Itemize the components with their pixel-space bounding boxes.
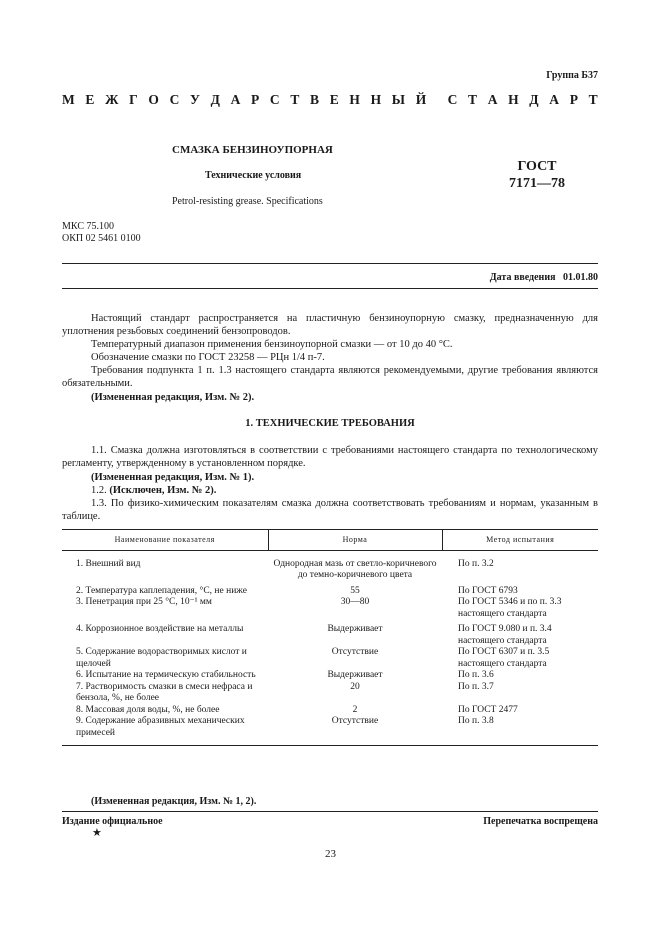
document-title: СМАЗКА БЕНЗИНОУПОРНАЯ <box>172 144 333 156</box>
classification-codes <box>62 221 141 245</box>
cell-norm: Однородная мазь от светло-коричневого до темно-коричневого цвета <box>273 558 437 580</box>
heading-letter: А <box>487 92 498 107</box>
cell-norm: Отсутствие <box>331 647 379 657</box>
cell-name: 7. Растворимость смазки в смеси нефраса и бензола, %, не более <box>76 681 253 703</box>
cell-method: По ГОСТ 6793 <box>458 585 518 596</box>
cell-name: 9. Содержание абразивных механических примесей <box>62 716 268 746</box>
requirements-table <box>62 529 598 746</box>
cell-norm: Выдерживает <box>327 670 383 680</box>
introduction-date <box>490 272 598 283</box>
table-row <box>62 716 598 746</box>
cell-name: 1. Внешний вид <box>76 558 141 569</box>
table-row <box>62 705 598 717</box>
cell-name: 4. Коррозионное воздействие на металлы <box>76 624 244 634</box>
heading-letter: Р <box>251 92 260 107</box>
heading-letter: Н <box>508 92 519 107</box>
date-divider <box>62 288 598 289</box>
cell-method: По ГОСТ 6307 и п. 3.5 настоящего стандарта <box>458 647 550 669</box>
cell-method: По п. 3.7 <box>458 681 494 692</box>
gost-label: ГОСТ <box>517 159 557 174</box>
heading-letter: Д <box>210 92 220 107</box>
header-method: Метод испытания <box>442 530 598 551</box>
intro-paragraph-2: Температурный диапазон применения бензиноупорной смазки — от 10 до 40 °С. <box>91 339 453 350</box>
intro-paragraph-1: Настоящий стандарт распространяется на пластичную бензиноупорную смазку, предназначенную для уплотнения резьбовых соединений бензопроводов. <box>62 313 598 337</box>
heading-letter: Т <box>290 92 300 107</box>
table-row <box>62 647 598 670</box>
table-header-row <box>62 530 598 551</box>
cell-method: По п. 3.8 <box>442 716 598 746</box>
clause-1-1: 1.1. Смазка должна изготовляться в соответствии с требованиями настоящего стандарта по технологическому регламенту, утвержденному в установленном порядке. <box>62 445 598 469</box>
heading-letter: О <box>148 92 159 107</box>
heading-letter: Н <box>370 92 382 107</box>
cell-name: 8. Массовая доля воды, %, не более <box>76 704 220 715</box>
cell-norm: Выдерживает <box>327 624 383 634</box>
table-row <box>62 682 598 705</box>
table-row <box>62 670 598 682</box>
table-row <box>62 620 598 647</box>
footer-divider <box>62 811 598 812</box>
cell-norm: 30—80 <box>340 597 370 607</box>
document-subtitle: Технические условия <box>205 170 302 181</box>
clause-1-1-amendment: (Измененная редакция, Изм. № 1). <box>91 472 255 483</box>
cell-norm: 55 <box>350 585 360 596</box>
table-row <box>62 597 598 620</box>
mks-code: МКС 75.100 <box>62 221 114 232</box>
heading-letter: С <box>447 92 458 107</box>
table-row <box>62 550 598 582</box>
cell-name: 2. Температура каплепадения, °С, не ниже <box>76 585 247 596</box>
star-icon: ★ <box>92 827 102 839</box>
page-number: 23 <box>325 848 336 860</box>
heading-letter: Ж <box>105 92 119 107</box>
intro-paragraph-4: Требования подпункта 1 п. 1.3 настоящего стандарта являются рекомендуемыми, другие требования являются обязательными. <box>62 365 598 389</box>
table-row <box>62 582 598 598</box>
heading-letter: Т <box>468 92 478 107</box>
heading-letter: Р <box>569 92 578 107</box>
heading-letter: А <box>230 92 241 107</box>
header-indicator: Наименование показателя <box>62 530 268 551</box>
group-code: Группа Б37 <box>546 70 598 81</box>
heading-letter: Н <box>349 92 360 107</box>
section-heading: 1. ТЕХНИЧЕСКИЕ ТРЕБОВАНИЯ <box>245 418 415 429</box>
cell-norm: Отсутствие <box>268 716 442 746</box>
cell-method: По ГОСТ 5346 и по п. 3.3 настоящего стандарта <box>458 597 562 619</box>
heading-letter: У <box>190 92 200 107</box>
cell-method: По п. 3.2 <box>458 558 494 569</box>
gost-id: 7171—78 <box>509 176 565 191</box>
heading-letter: Й <box>415 92 427 107</box>
heading-letter: А <box>549 92 560 107</box>
header-norm: Норма <box>268 530 442 551</box>
heading-letter: В <box>310 92 320 107</box>
table-amendment: (Измененная редакция, Изм. № 1, 2). <box>91 796 257 807</box>
cell-method: По п. 3.6 <box>458 670 494 680</box>
okp-code: ОКП 02 5461 0100 <box>62 233 141 244</box>
cell-method: По ГОСТ 9.080 и п. 3.4 настоящего стандарта <box>458 624 552 646</box>
heading-letter: Ы <box>391 92 406 107</box>
heading-letter: Т <box>588 92 598 107</box>
cell-name: 6. Испытание на термическую стабильность <box>76 670 256 680</box>
intro-amendment: (Измененная редакция, Изм. № 2). <box>91 392 255 403</box>
clause-1-2 <box>62 484 598 497</box>
heading-letter: Е <box>329 92 339 107</box>
top-divider <box>62 263 598 264</box>
heading-letter: Г <box>129 92 138 107</box>
cell-name: 5. Содержание водорастворимых кислот и щелочей <box>76 647 247 669</box>
english-title: Petrol-resisting grease. Specifications <box>172 196 323 207</box>
gost-number <box>497 158 577 192</box>
clause-1-3: 1.3. По физико-химическим показателям смазка должна соответствовать требованиям и нормам, указанным в таблице. <box>62 498 598 522</box>
heading-letter: М <box>62 92 75 107</box>
reprint-prohibited: Перепечатка воспрещена <box>483 816 598 827</box>
date-label: Дата введения <box>489 272 556 283</box>
heading-letter: Е <box>85 92 95 107</box>
heading-letter: С <box>269 92 280 107</box>
cell-norm: 20 <box>350 681 360 692</box>
cell-method: По ГОСТ 2477 <box>458 704 518 715</box>
heading-letter: Д <box>529 92 539 107</box>
cell-name: 3. Пенетрация при 25 °С, 10⁻¹ мм <box>76 597 212 607</box>
clause-1-2-text: (Исключен, Изм. № 2). <box>109 485 217 496</box>
interstate-standard-heading <box>62 92 598 108</box>
clause-1-2-number: 1.2. <box>91 485 110 496</box>
heading-letter: С <box>169 92 180 107</box>
date-value: 01.01.80 <box>563 272 598 283</box>
intro-paragraph-3: Обозначение смазки по ГОСТ 23258 — РЦн 1/4 п-7. <box>91 352 325 363</box>
cell-norm: 2 <box>352 704 358 715</box>
official-edition: Издание официальное <box>62 816 163 827</box>
